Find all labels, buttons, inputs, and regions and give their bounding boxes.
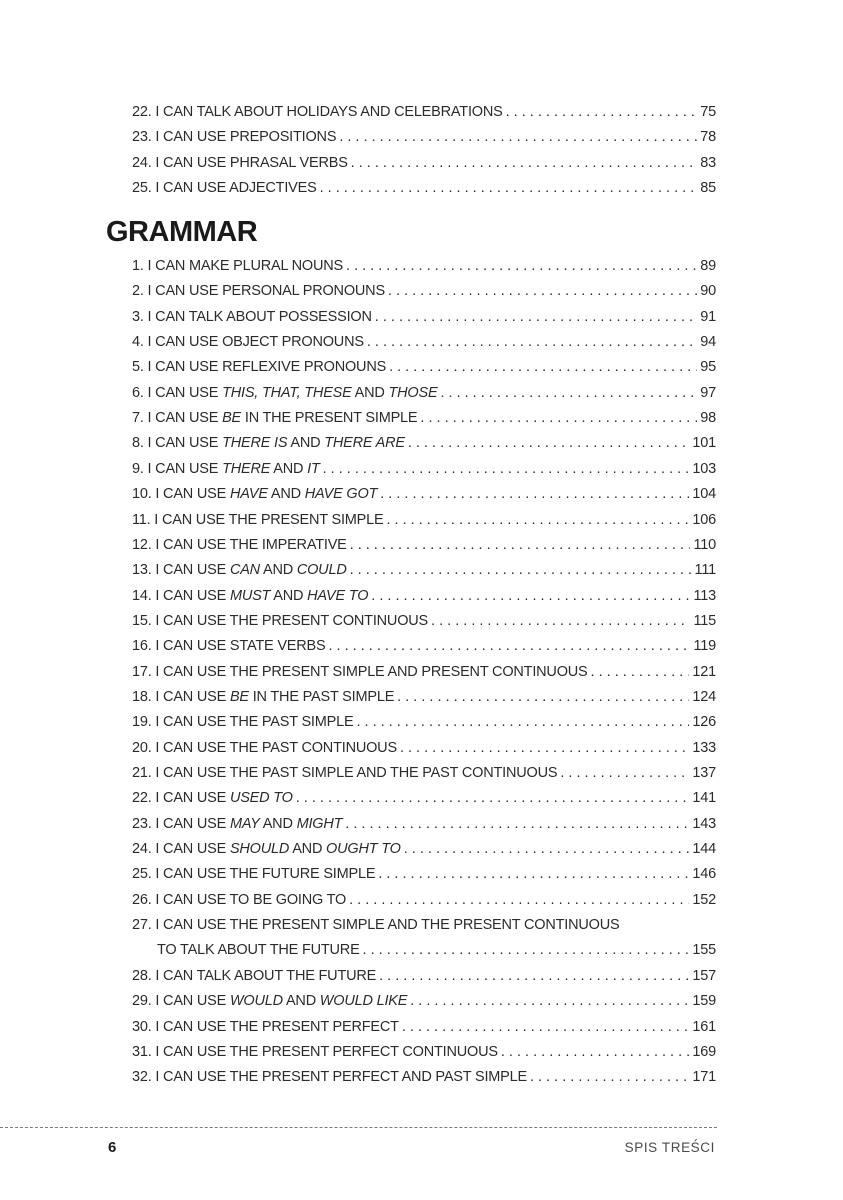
- dot-leader: [323, 460, 690, 478]
- toc-entry-page: 106: [692, 511, 716, 528]
- dot-leader: [350, 561, 692, 579]
- toc-entry-title: [132, 179, 317, 197]
- toc-entry-title: [132, 663, 588, 681]
- toc-entry: [132, 659, 716, 681]
- dot-leader: [339, 128, 697, 146]
- toc-entry-page: 126: [692, 714, 716, 731]
- toc-entry-title-italic: USED TO: [229, 790, 293, 807]
- toc-entry-title-text: 26. I CAN USE TO BE GOING TO: [132, 891, 347, 908]
- dot-leader: [560, 764, 689, 782]
- toc-entry-title: [132, 103, 503, 121]
- toc-entry-page: 103: [692, 460, 716, 477]
- toc-entry-title-text: AND: [351, 384, 389, 401]
- toc-entry-title: [132, 536, 347, 554]
- toc-entry-title-text: AND: [259, 815, 297, 832]
- toc-entry-title: [132, 128, 336, 146]
- toc-entry-title-italic: OUGHT TO: [326, 841, 401, 858]
- toc-entry: [132, 507, 716, 529]
- toc-entry: [132, 861, 716, 883]
- toc-entry-title: [132, 739, 397, 757]
- toc-entry-title-text: 10. I CAN USE: [132, 486, 230, 503]
- toc-entry-title-text: 23. I CAN USE: [132, 815, 230, 832]
- dot-leader: [388, 282, 697, 300]
- toc-entry-title: [132, 460, 320, 478]
- toc-entry-title: [132, 358, 386, 376]
- toc-entry-page: 119: [693, 638, 716, 655]
- toc-entry-title: [132, 409, 417, 427]
- toc-entry-title: [132, 789, 293, 807]
- toc-entry-title-text: 27. I CAN USE THE PRESENT SIMPLE AND THE PRESENT CONTINUOUS: [132, 917, 620, 934]
- dot-leader: [356, 713, 689, 731]
- toc-entry-title-text: TO TALK ABOUT THE FUTURE: [157, 942, 360, 959]
- dot-leader: [591, 663, 690, 681]
- toc-entry: [132, 150, 716, 172]
- toc-entry: [132, 709, 716, 731]
- toc-entry-title: [132, 1018, 399, 1036]
- toc-entry: [132, 785, 716, 807]
- toc-entry-page: 104: [692, 486, 716, 503]
- toc-entry-title-text: AND: [259, 562, 297, 579]
- toc-entry-title-text: 17. I CAN USE THE PRESENT SIMPLE AND PRESENT CONTINUOUS: [132, 663, 588, 680]
- toc-entry-page: 75: [700, 104, 716, 120]
- toc-entry-page: 152: [692, 891, 716, 908]
- toc-entry-page: 85: [700, 180, 716, 197]
- toc-entry-title-text: 14. I CAN USE: [132, 587, 230, 604]
- toc-entry-title-text: 9. I CAN USE: [132, 460, 223, 477]
- toc-entry-title-text: AND: [282, 993, 320, 1010]
- toc-entry-page: 144: [692, 841, 716, 858]
- toc-entry-title: [132, 637, 326, 655]
- toc-entry-page: 110: [693, 536, 716, 553]
- section-heading-grammar: GRAMMAR: [106, 216, 258, 248]
- toc-entry-page: 91: [700, 308, 716, 325]
- toc-entry-page: 124: [692, 688, 716, 705]
- dot-leader: [397, 688, 689, 706]
- dot-leader: [375, 308, 697, 326]
- toc-entry-title-text: 16. I CAN USE STATE VERBS: [132, 638, 326, 655]
- toc-entry: [132, 99, 716, 121]
- dot-leader: [351, 154, 698, 172]
- toc-entry: [132, 1064, 716, 1086]
- footer-divider: [0, 1127, 717, 1128]
- toc-entry: [132, 175, 716, 197]
- toc-entry-title-italic: WOULD LIKE: [319, 993, 408, 1010]
- toc-entry-title: [132, 485, 377, 503]
- toc-entry: [132, 456, 716, 478]
- toc-entry-title-text: 6. I CAN USE: [132, 384, 223, 401]
- toc-entry-page: 171: [692, 1069, 716, 1086]
- toc-entry: [132, 583, 716, 605]
- toc-entry-title-text: AND: [287, 435, 325, 452]
- toc-entry-page: 78: [700, 129, 716, 146]
- toc-entry: [132, 735, 716, 757]
- dot-leader: [404, 840, 690, 858]
- toc-entry: [132, 278, 716, 300]
- toc-entry-page: 97: [700, 384, 716, 401]
- toc-entry-title-italic: SHOULD: [229, 841, 290, 858]
- dot-leader: [506, 103, 698, 121]
- page-number: 6: [108, 1139, 117, 1156]
- toc-entry-title-text: 23. I CAN USE PREPOSITIONS: [132, 129, 337, 146]
- toc-entry-title-text: 4. I CAN USE OBJECT PRONOUNS: [132, 334, 364, 351]
- toc-entry-title-text: 28. I CAN TALK ABOUT THE FUTURE: [132, 967, 377, 984]
- toc-entry: [132, 963, 716, 985]
- toc-entry-title-italic: IT: [307, 460, 320, 477]
- running-footer-title: SPIS TREŚCI: [624, 1140, 715, 1155]
- toc-entry-page: 133: [692, 739, 716, 756]
- dot-leader: [349, 891, 689, 909]
- dot-leader: [345, 815, 689, 833]
- toc-entry-page: 89: [700, 258, 716, 274]
- dot-leader: [380, 485, 689, 503]
- toc-entry-title-text: AND: [270, 460, 308, 477]
- toc-entry-title-text: 22. I CAN TALK ABOUT HOLIDAYS AND CELEBRATIONS: [132, 104, 503, 120]
- dot-leader: [389, 358, 697, 376]
- toc-entry-page: 159: [692, 993, 716, 1010]
- toc-entry-page: 101: [692, 435, 716, 452]
- toc-entry-title: [132, 916, 620, 934]
- dot-leader: [346, 257, 697, 275]
- toc-entry-page: 157: [692, 967, 716, 984]
- toc-entry-page: 161: [692, 1018, 716, 1035]
- toc-entry: [132, 430, 716, 452]
- toc-entry: [132, 811, 716, 833]
- dot-leader: [350, 536, 691, 554]
- toc-entry-title-text: 25. I CAN USE THE FUTURE SIMPLE: [132, 866, 376, 883]
- toc-entry: [132, 633, 716, 655]
- toc-entry-title-italic: THERE IS: [222, 435, 288, 452]
- toc-entry-page: 94: [700, 334, 716, 351]
- toc-entry-title-text: AND: [270, 587, 308, 604]
- toc-entry-title: [132, 840, 401, 858]
- toc-entry-page: 83: [700, 154, 716, 171]
- toc-entry: [132, 1014, 716, 1036]
- dot-leader: [420, 409, 697, 427]
- dot-leader: [378, 865, 689, 883]
- dot-leader: [329, 637, 691, 655]
- toc-entry-title-italic: HAVE: [229, 486, 268, 503]
- toc-entry: [132, 253, 716, 275]
- dot-leader: [386, 511, 689, 529]
- dot-leader: [371, 587, 690, 605]
- toc-entry-title: [132, 333, 364, 351]
- dot-leader: [400, 739, 689, 757]
- toc-entry-title-italic: COULD: [296, 562, 347, 579]
- dot-leader: [402, 1018, 690, 1036]
- dot-leader: [408, 434, 690, 452]
- dot-leader: [431, 612, 690, 630]
- toc-entry-title-italic: MUST: [229, 587, 271, 604]
- dot-leader: [363, 941, 690, 959]
- toc-entry-page: 169: [692, 1043, 716, 1060]
- toc-entry-title-italic: MAY: [229, 815, 260, 832]
- toc-entry-title: [132, 891, 346, 909]
- toc-entry-title-text: AND: [267, 486, 305, 503]
- toc-entry-title-text: AND: [289, 841, 327, 858]
- toc-entry-title-text: 7. I CAN USE: [132, 410, 223, 427]
- toc-entry-title: [132, 561, 347, 579]
- dot-leader: [367, 333, 697, 351]
- toc-entry-title-text: 12. I CAN USE THE IMPERATIVE: [132, 536, 347, 553]
- toc-entry-page: 98: [700, 410, 716, 427]
- toc-entry-title-text: 18. I CAN USE: [132, 688, 230, 705]
- toc-entry-title-italic: HAVE GOT: [304, 486, 378, 503]
- toc-entry: [132, 608, 716, 630]
- toc-entry: [132, 354, 716, 376]
- toc-entry-page: 115: [693, 612, 716, 629]
- toc-entry: [132, 124, 716, 146]
- toc-entry-title-italic: MIGHT: [296, 815, 343, 832]
- toc-entry-title-italic: THERE: [222, 460, 271, 477]
- dot-leader: [379, 967, 689, 985]
- toc-entry-title: [132, 308, 372, 326]
- toc-entry-title-text: 24. I CAN USE PHRASAL VERBS: [132, 154, 348, 171]
- toc-entry: [132, 1039, 716, 1061]
- dot-leader: [320, 179, 698, 197]
- dot-leader: [530, 1068, 689, 1086]
- toc-entry-page: 155: [692, 942, 716, 959]
- toc-entry-page: 121: [692, 663, 716, 680]
- toc-entry-title-italic: THERE ARE: [324, 435, 405, 452]
- toc-entry: [132, 557, 716, 579]
- toc-entry-title-text: 3. I CAN TALK ABOUT POSSESSION: [132, 308, 372, 325]
- toc-entry-page: 143: [692, 815, 716, 832]
- toc-entry: [157, 937, 716, 959]
- toc-entry-title: [132, 434, 405, 452]
- toc-entry-title: [157, 941, 360, 959]
- toc-entry: [132, 887, 716, 909]
- toc-entry: [132, 684, 716, 706]
- toc-entry-title-text: 19. I CAN USE THE PAST SIMPLE: [132, 714, 354, 731]
- toc-entry: [132, 912, 716, 934]
- toc-entry-title-text: 25. I CAN USE ADJECTIVES: [132, 180, 317, 197]
- toc-entry-title: [132, 384, 437, 402]
- dot-leader: [410, 992, 689, 1010]
- toc-entry-title-text: 30. I CAN USE THE PRESENT PERFECT: [132, 1018, 399, 1035]
- dot-leader: [296, 789, 690, 807]
- toc-entry-title-italic: BE: [229, 688, 249, 705]
- toc-entry-title: [132, 282, 385, 300]
- toc-entry-title: [132, 154, 348, 172]
- toc-entry-title: [132, 815, 342, 833]
- toc-entry: [132, 532, 716, 554]
- toc-entry-title-italic: HAVE TO: [307, 587, 369, 604]
- toc-entry-title-text: 15. I CAN USE THE PRESENT CONTINUOUS: [132, 612, 429, 629]
- toc-entry-title-italic: THIS, THAT, THESE: [222, 384, 352, 401]
- toc-entry-title-text: 32. I CAN USE THE PRESENT PERFECT AND PAST SIMPLE: [132, 1069, 527, 1086]
- toc-entry-title: [132, 764, 557, 782]
- toc-entry-title-text: 29. I CAN USE: [132, 993, 230, 1010]
- toc-entry-title: [132, 688, 394, 706]
- toc-entry-page: 146: [692, 866, 716, 883]
- toc-entry-title: [132, 865, 375, 883]
- toc-entry-title-italic: WOULD: [229, 993, 283, 1010]
- toc-entry-page: 113: [693, 587, 716, 604]
- toc-entry-title-italic: CAN: [229, 562, 260, 579]
- toc-entry-title-text: 20. I CAN USE THE PAST CONTINUOUS: [132, 739, 397, 756]
- toc-entry: [132, 405, 716, 427]
- toc-entry: [132, 836, 716, 858]
- toc-entry-title-text: 11. I CAN USE THE PRESENT SIMPLE: [132, 511, 384, 528]
- toc-entry: [132, 760, 716, 782]
- toc-entry-title: [132, 257, 343, 275]
- toc-entry-title-italic: BE: [222, 410, 242, 427]
- toc-entry-title-text: 8. I CAN USE: [132, 435, 223, 452]
- toc-entry: [132, 380, 716, 402]
- toc-entry-title-text: 2. I CAN USE PERSONAL PRONOUNS: [132, 283, 385, 300]
- toc-entry-title: [132, 612, 428, 630]
- toc-entry: [132, 481, 716, 503]
- toc-entry: [132, 988, 716, 1010]
- toc-entry-title-italic: THOSE: [388, 384, 438, 401]
- toc-entry-title-text: 1. I CAN MAKE PLURAL NOUNS: [132, 258, 344, 274]
- toc-entry-title: [132, 511, 383, 529]
- dot-leader: [501, 1043, 690, 1061]
- toc-entry-title-text: 5. I CAN USE REFLEXIVE PRONOUNS: [132, 359, 387, 376]
- toc-entry-title: [132, 713, 353, 731]
- toc-entry-page: 111: [694, 562, 716, 579]
- toc-entry-page: 90: [700, 283, 716, 300]
- toc-entry-title: [132, 967, 376, 985]
- toc-entry-title-text: 31. I CAN USE THE PRESENT PERFECT CONTINUOUS: [132, 1043, 498, 1060]
- toc-entry-title: [132, 587, 368, 605]
- toc-entry-title-text: 13. I CAN USE: [132, 562, 230, 579]
- toc-entry-page: 95: [700, 359, 716, 376]
- dot-leader: [440, 384, 697, 402]
- toc-entry-title: [132, 1043, 498, 1061]
- toc-entry-title-text: IN THE PRESENT SIMPLE: [241, 410, 418, 427]
- toc-entry-title-text: 22. I CAN USE: [132, 790, 230, 807]
- toc-entry-page: 137: [692, 765, 716, 781]
- toc-entry-title: [132, 992, 407, 1010]
- toc-entry-title-text: 21. I CAN USE THE PAST SIMPLE AND THE PAST CONTINUOUS: [132, 765, 558, 781]
- toc-entry: [132, 329, 716, 351]
- toc-entry-title: [132, 1068, 527, 1086]
- toc-entry: [132, 304, 716, 326]
- toc-entry-title-text: IN THE PAST SIMPLE: [248, 688, 395, 705]
- toc-entry-title-text: 24. I CAN USE: [132, 841, 230, 858]
- toc-entry-page: 141: [692, 790, 716, 807]
